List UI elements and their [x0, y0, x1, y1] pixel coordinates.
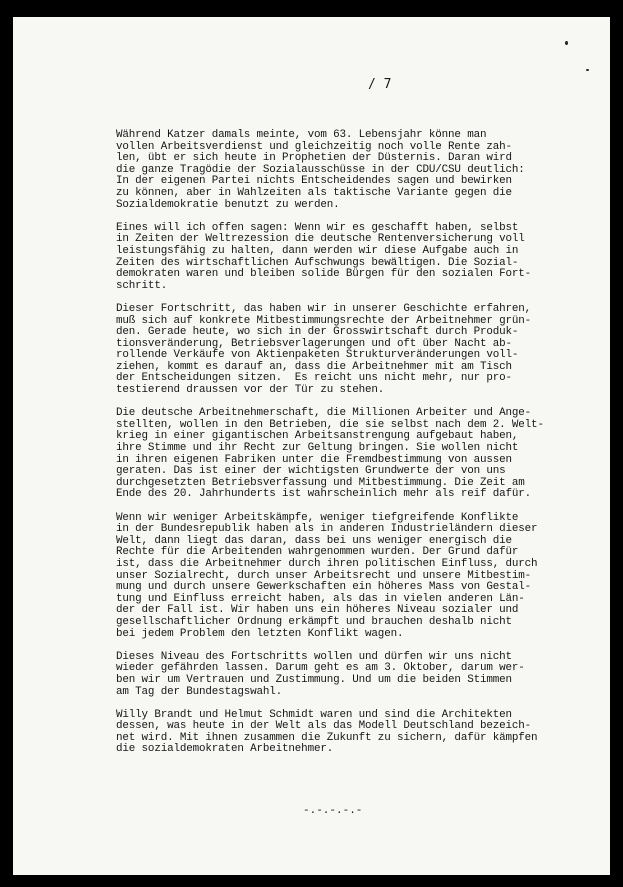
paragraph	[116, 130, 600, 211]
scan-speck	[586, 69, 589, 71]
text-line: in ihren eigenen Fabriken unter die Fremdbestimmung von aussen	[116, 453, 512, 466]
text-line: der Entscheidungen sitzen. Es reicht uns nicht mehr, nur pro-	[116, 372, 512, 385]
text-line: Willy Brandt und Helmut Schmidt waren und sind die Architekten	[116, 708, 512, 721]
paragraph	[116, 513, 600, 641]
text-line: testierend draussen vor der Tür zu stehen.	[116, 384, 385, 397]
text-line: in der Bundesrepublik haben als in anderen Industrieländern dieser	[116, 523, 538, 536]
text-line: In der eigenen Partei nichts Entscheidendes sagen und bewirken	[116, 175, 512, 188]
text-line: Eines will ich offen sagen: Wenn wir es geschafft haben, selbst	[116, 221, 519, 234]
text-line: am Tag der Bundestagswahl.	[116, 685, 283, 698]
text-line: unser Sozialrecht, durch unser Arbeitsrecht und unsere Mitbestim-	[116, 569, 532, 582]
text-line: ist, dass die Arbeitnehmer durch ihren politischen Einfluss, durch	[116, 557, 538, 570]
text-line: krieg in einer gigantischen Arbeitsanstrengung aufgebaut haben,	[116, 430, 519, 443]
paragraph	[116, 652, 600, 698]
text-line: bei jedem Problem den letzten Konflikt wagen.	[116, 627, 404, 640]
scan-speck	[565, 41, 568, 45]
text-line: die sozialdemokraten Arbeitnehmer.	[116, 743, 334, 756]
text-line: Sozialdemokratie benutzt zu werden.	[116, 198, 340, 211]
text-line: leistungsfähig zu halten, dann werden wir diese Aufgabe auch in	[116, 244, 519, 257]
closing-mark: -.-.-.-.-	[303, 805, 363, 817]
text-line: demokraten waren und bleiben solide Bürgen für den sozialen Fort-	[116, 268, 532, 281]
text-line: Dieser Fortschritt, das haben wir in unserer Geschichte erfahren,	[116, 302, 532, 315]
text-line: zu können, aber in Wahlzeiten als taktische Variante gegen die	[116, 186, 512, 199]
text-line: muß sich auf konkrete Mitbestimmungsrechte der Arbeitnehmer grün-	[116, 314, 532, 327]
text-line: in Zeiten der Weltrezession die deutsche Rentenversicherung voll	[116, 233, 525, 246]
text-line: rollende Verkäufe von Aktienpaketen Strukturveränderungen voll-	[116, 349, 519, 362]
text-line: Während Katzer damals meinte, vom 63. Lebensjahr könne man	[116, 129, 487, 141]
text-line: ziehen, kommt es darauf an, dass die Arbeitnehmer mit am Tisch	[116, 360, 512, 373]
text-line: der der Fall ist. Wir haben uns ein höheres Niveau sozialer und	[116, 604, 519, 617]
text-line: geraten. Das ist einer der wichtigsten Grundwerte der von uns	[116, 465, 506, 478]
text-line: ben wir um Vertrauen und Zustimmung. Und um die beiden Stimmen	[116, 673, 512, 686]
text-line: Zeiten des wirtschaftlichen Aufschwungs bewältigen. Die Sozial-	[116, 256, 519, 269]
text-line: dessen, was heute in der Welt als das Modell Deutschland bezeich-	[116, 720, 532, 733]
text-line: durchgesetzten Betriebsverfassung und Mitbestimmung. Die Zeit am	[116, 476, 525, 489]
text-line: wieder gefährden lassen. Darum geht es am 3. Oktober, darum wer-	[116, 662, 525, 675]
document-page	[13, 17, 610, 875]
text-line: den. Gerade heute, wo sich in der Grosswirtschaft durch Produk-	[116, 326, 519, 339]
paragraph	[116, 408, 600, 501]
text-line: Dieses Niveau des Fortschritts wollen und dürfen wir uns nicht	[116, 650, 512, 663]
text-line: Die deutsche Arbeitnehmerschaft, die Millionen Arbeiter und Ange-	[116, 407, 532, 420]
paragraph	[116, 710, 600, 756]
text-line: len, übt er sich heute in Prophetien der Düsternis. Daran wird	[116, 152, 512, 165]
text-line: stellten, wollen in den Betrieben, die sie selbst nach dem 2. Welt-	[116, 418, 544, 431]
text-line: Rechte für die Arbeitenden wahrgenommen wurden. Der Grund dafür	[116, 546, 519, 559]
text-line: tung und Einfluss erreicht haben, als das in vielen anderen Län-	[116, 592, 525, 605]
text-line: vollen Arbeitsverdienst und gleichzeitig noch volle Rente zah-	[116, 140, 512, 153]
text-line: ihre Stimme und ihr Recht zur Geltung bringen. Sie wollen nicht	[116, 442, 519, 455]
text-line: mung und durch unsere Gewerkschaften ein höheres Mass von Gestal-	[116, 581, 532, 594]
text-line: Wenn wir weniger Arbeitskämpfe, weniger tiefgreifende Konflikte	[116, 511, 519, 524]
text-line: net wird. Mit ihnen zusammen die Zukunft zu sichern, dafür kämpfen	[116, 731, 538, 744]
text-line: tionsveränderung, Betriebsverlagerungen und oft über Nacht ab-	[116, 337, 512, 350]
paragraph	[116, 223, 600, 293]
body-text	[116, 130, 600, 768]
page-number: / 7	[368, 77, 392, 92]
paragraph	[116, 304, 600, 397]
text-line: Welt, dann liegt das daran, dass bei uns weniger energisch die	[116, 534, 512, 547]
text-line: gesellschaftlicher Ordnung erkämpft und brauchen deshalb nicht	[116, 615, 512, 628]
text-line: Ende des 20. Jahrhunderts ist wahrscheinlich mehr als reif dafür.	[116, 488, 532, 501]
text-line: schritt.	[116, 279, 168, 292]
text-line: die ganze Tragödie der Sozialausschüsse in der CDU/CSU deutlich:	[116, 163, 525, 176]
